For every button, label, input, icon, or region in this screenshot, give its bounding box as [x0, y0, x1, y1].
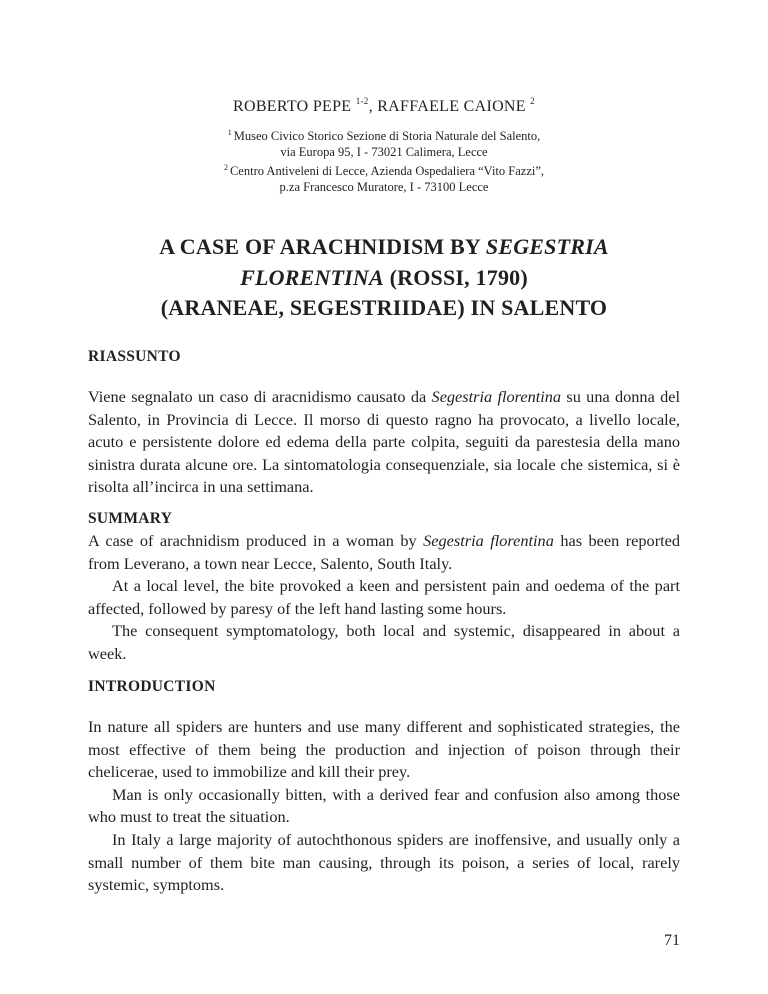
author-name: RAFFAELE CAIONE: [377, 98, 526, 115]
paragraph: In nature all spiders are hunters and use many different and sophisticated strategies, the most effective of them being the production and injection of poison through their chelicerae, used to immobilize and kill their prey.: [88, 717, 680, 782]
affiliation-marker: 1-2: [355, 96, 369, 106]
author-separator: ,: [368, 98, 378, 115]
title-italic: FLORENTINA: [240, 264, 384, 290]
paper-title: [0, 232, 768, 324]
text-run: su una donna del Salento, in Provincia di Lecce. Il morso di questo ragno ha provocato, a livello locale, acuto e persistente dolore ed edema della parte colpita, seguiti da parestesia della mano sinistra durata alcune ore. La sintomatologia consequenziale, sia locale che sistemica, si è risolta all’incirca in una settimana.: [88, 387, 681, 497]
affiliation-marker: 2: [530, 96, 535, 106]
affiliation-text: p.za Francesco Muratore, I - 73100 Lecce: [279, 179, 489, 194]
summary-body: [88, 530, 680, 666]
author-name: ROBERTO PEPE: [233, 98, 352, 115]
affiliation-line: [0, 180, 768, 196]
introduction-body: [88, 716, 680, 897]
section-heading-summary: SUMMARY: [88, 510, 173, 527]
affiliation-text: via Europa 95, I - 73021 Calimera, Lecce: [280, 144, 488, 159]
affiliation-line: [0, 145, 768, 161]
species-name: Segestria florentina: [423, 531, 554, 550]
affiliation-marker: 2: [223, 163, 228, 173]
text-run: has been reported from Leverano, a town near Lecce, Salento, South Italy.: [88, 531, 681, 573]
paragraph: At a local level, the bite provoked a keen and persistent pain and oedema of the part affected, followed by paresy of the left hand lasting some hours.: [88, 576, 680, 618]
authors-line: [0, 96, 768, 116]
title-line: [0, 232, 768, 263]
paragraph: [88, 386, 680, 499]
text-run: A case of arachnidism produced in a woman by: [88, 531, 424, 550]
paragraph: The consequent symptomatology, both local and systemic, disappeared in about a week.: [88, 621, 680, 663]
page-number: 71: [664, 932, 680, 949]
title-line: [0, 263, 768, 294]
affiliation-marker: 1: [227, 128, 232, 137]
text-run: Viene segnalato un caso di aracnidismo causato da: [88, 387, 432, 406]
section-heading-riassunto: RIASSUNTO: [88, 348, 181, 365]
affiliations: [0, 125, 768, 195]
affiliation-text: Centro Antiveleni di Lecce, Azienda Ospedaliera “Vito Fazzi”,: [229, 164, 545, 179]
section-heading-introduction: INTRODUCTION: [88, 678, 216, 695]
title-text: A CASE OF ARACHNIDISM BY: [159, 234, 486, 259]
paragraph: In Italy a large majority of autochthonous spiders are inoffensive, and usually only a small number of them bite man causing, through its poison, a series of local, rarely systemic, symptoms.: [88, 829, 680, 895]
riassunto-body: [88, 386, 680, 499]
affiliation-line: [0, 160, 768, 180]
affiliation-line: [0, 125, 768, 145]
paragraph: Man is only occasionally bitten, with a derived fear and confusion also among those who must to treat the situation.: [88, 784, 680, 827]
title-line: [0, 293, 768, 324]
affiliation-text: Museo Civico Storico Sezione di Storia Naturale del Salento,: [233, 129, 541, 143]
title-italic: SEGESTRIA: [485, 234, 609, 259]
title-text: (ROSSI, 1790): [383, 264, 528, 290]
title-text: (ARANEAE, SEGESTRIIDAE) IN SALENTO: [160, 295, 608, 320]
species-name: Segestria florentina: [431, 387, 562, 406]
paragraph: [88, 530, 680, 575]
